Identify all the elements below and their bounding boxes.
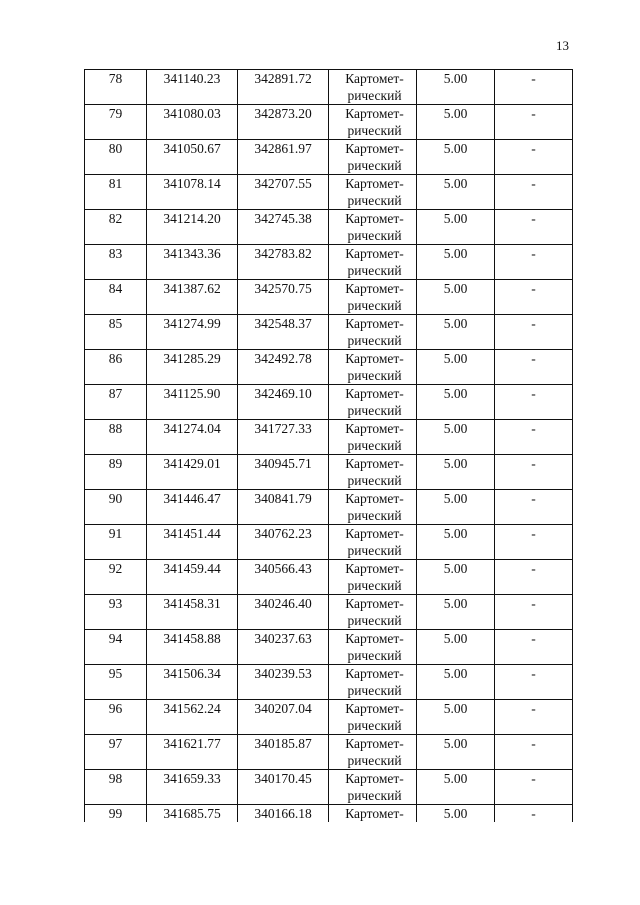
x-coordinate-cell: 341214.20 — [147, 210, 238, 245]
point-number-cell: 97 — [85, 735, 147, 770]
note-cell: - — [495, 525, 573, 560]
note-cell: - — [495, 420, 573, 455]
point-number-cell: 80 — [85, 140, 147, 175]
accuracy-cell: 5.00 — [417, 735, 495, 770]
table-row — [85, 70, 573, 105]
method-cell — [329, 735, 417, 770]
table-row — [85, 630, 573, 665]
accuracy-cell: 5.00 — [417, 385, 495, 420]
table-row — [85, 665, 573, 700]
note-cell: - — [495, 245, 573, 280]
table-row — [85, 210, 573, 245]
method-text: Картомет- рический — [345, 701, 404, 733]
page-number: 13 — [556, 38, 569, 53]
method-cell — [329, 805, 417, 823]
point-number-cell: 92 — [85, 560, 147, 595]
y-coordinate-cell: 340239.53 — [238, 665, 329, 700]
accuracy-cell: 5.00 — [417, 525, 495, 560]
point-number-cell: 88 — [85, 420, 147, 455]
coordinates-table-body — [85, 70, 573, 823]
method-text: Картомет- рический — [345, 491, 404, 523]
method-cell — [329, 140, 417, 175]
table-row — [85, 105, 573, 140]
note-cell: - — [495, 105, 573, 140]
method-text: Картомет- рический — [345, 106, 404, 138]
y-coordinate-cell: 340246.40 — [238, 595, 329, 630]
accuracy-cell: 5.00 — [417, 420, 495, 455]
accuracy-cell: 5.00 — [417, 210, 495, 245]
method-cell — [329, 385, 417, 420]
method-text: Картомет- рический — [345, 316, 404, 348]
x-coordinate-cell: 341078.14 — [147, 175, 238, 210]
method-cell — [329, 315, 417, 350]
method-text: Картомет- рический — [345, 596, 404, 628]
method-cell — [329, 665, 417, 700]
table-row — [85, 805, 573, 823]
method-text: Картомет- рический — [345, 631, 404, 663]
x-coordinate-cell: 341274.99 — [147, 315, 238, 350]
note-cell: - — [495, 70, 573, 105]
y-coordinate-cell: 342548.37 — [238, 315, 329, 350]
y-coordinate-cell: 342570.75 — [238, 280, 329, 315]
note-cell: - — [495, 350, 573, 385]
coordinates-table — [84, 69, 573, 822]
method-cell — [329, 560, 417, 595]
note-cell: - — [495, 805, 573, 823]
table-row — [85, 175, 573, 210]
y-coordinate-cell: 340237.63 — [238, 630, 329, 665]
table-row — [85, 315, 573, 350]
y-coordinate-cell: 342873.20 — [238, 105, 329, 140]
point-number-cell: 79 — [85, 105, 147, 140]
method-cell — [329, 350, 417, 385]
point-number-cell: 99 — [85, 805, 147, 823]
y-coordinate-cell: 340166.18 — [238, 805, 329, 823]
accuracy-cell: 5.00 — [417, 455, 495, 490]
method-cell — [329, 245, 417, 280]
y-coordinate-cell: 342469.10 — [238, 385, 329, 420]
method-cell — [329, 630, 417, 665]
note-cell: - — [495, 700, 573, 735]
table-row — [85, 560, 573, 595]
note-cell: - — [495, 735, 573, 770]
x-coordinate-cell: 341343.36 — [147, 245, 238, 280]
x-coordinate-cell: 341140.23 — [147, 70, 238, 105]
note-cell: - — [495, 560, 573, 595]
table-row — [85, 350, 573, 385]
x-coordinate-cell: 341446.47 — [147, 490, 238, 525]
point-number-cell: 83 — [85, 245, 147, 280]
table-row — [85, 595, 573, 630]
y-coordinate-cell: 340762.23 — [238, 525, 329, 560]
method-cell — [329, 175, 417, 210]
accuracy-cell: 5.00 — [417, 770, 495, 805]
note-cell: - — [495, 455, 573, 490]
y-coordinate-cell: 342707.55 — [238, 175, 329, 210]
method-text: Картомет- — [345, 806, 404, 821]
x-coordinate-cell: 341459.44 — [147, 560, 238, 595]
note-cell: - — [495, 490, 573, 525]
x-coordinate-cell: 341451.44 — [147, 525, 238, 560]
method-text: Картомет- рический — [345, 281, 404, 313]
point-number-cell: 87 — [85, 385, 147, 420]
y-coordinate-cell: 342783.82 — [238, 245, 329, 280]
note-cell: - — [495, 175, 573, 210]
method-text: Картомет- рический — [345, 351, 404, 383]
method-text: Картомет- рический — [345, 71, 404, 103]
table-row — [85, 490, 573, 525]
note-cell: - — [495, 385, 573, 420]
note-cell: - — [495, 280, 573, 315]
note-cell: - — [495, 665, 573, 700]
x-coordinate-cell: 341458.31 — [147, 595, 238, 630]
accuracy-cell: 5.00 — [417, 630, 495, 665]
table-row — [85, 735, 573, 770]
accuracy-cell: 5.00 — [417, 315, 495, 350]
y-coordinate-cell: 342891.72 — [238, 70, 329, 105]
method-text: Картомет- рический — [345, 456, 404, 488]
method-cell — [329, 70, 417, 105]
x-coordinate-cell: 341080.03 — [147, 105, 238, 140]
x-coordinate-cell: 341659.33 — [147, 770, 238, 805]
x-coordinate-cell: 341387.62 — [147, 280, 238, 315]
x-coordinate-cell: 341429.01 — [147, 455, 238, 490]
table-row — [85, 770, 573, 805]
accuracy-cell: 5.00 — [417, 665, 495, 700]
point-number-cell: 89 — [85, 455, 147, 490]
accuracy-cell: 5.00 — [417, 700, 495, 735]
y-coordinate-cell: 340841.79 — [238, 490, 329, 525]
table-row — [85, 455, 573, 490]
accuracy-cell: 5.00 — [417, 350, 495, 385]
method-cell — [329, 280, 417, 315]
y-coordinate-cell: 340566.43 — [238, 560, 329, 595]
method-text: Картомет- рический — [345, 141, 404, 173]
method-text: Картомет- рический — [345, 211, 404, 243]
accuracy-cell: 5.00 — [417, 140, 495, 175]
point-number-cell: 78 — [85, 70, 147, 105]
x-coordinate-cell: 341125.90 — [147, 385, 238, 420]
y-coordinate-cell: 340207.04 — [238, 700, 329, 735]
method-text: Картомет- рический — [345, 421, 404, 453]
point-number-cell: 94 — [85, 630, 147, 665]
x-coordinate-cell: 341685.75 — [147, 805, 238, 823]
table-row — [85, 245, 573, 280]
note-cell: - — [495, 315, 573, 350]
point-number-cell: 95 — [85, 665, 147, 700]
point-number-cell: 81 — [85, 175, 147, 210]
y-coordinate-cell: 340170.45 — [238, 770, 329, 805]
point-number-cell: 91 — [85, 525, 147, 560]
x-coordinate-cell: 341285.29 — [147, 350, 238, 385]
x-coordinate-cell: 341274.04 — [147, 420, 238, 455]
method-text: Картомет- рический — [345, 736, 404, 768]
note-cell: - — [495, 595, 573, 630]
method-cell — [329, 700, 417, 735]
accuracy-cell: 5.00 — [417, 560, 495, 595]
method-cell — [329, 210, 417, 245]
accuracy-cell: 5.00 — [417, 70, 495, 105]
method-text: Картомет- рический — [345, 246, 404, 278]
accuracy-cell: 5.00 — [417, 105, 495, 140]
method-text: Картомет- рический — [345, 526, 404, 558]
note-cell: - — [495, 210, 573, 245]
accuracy-cell: 5.00 — [417, 175, 495, 210]
method-text: Картомет- рический — [345, 771, 404, 803]
method-cell — [329, 490, 417, 525]
method-text: Картомет- рический — [345, 561, 404, 593]
point-number-cell: 90 — [85, 490, 147, 525]
point-number-cell: 84 — [85, 280, 147, 315]
accuracy-cell: 5.00 — [417, 805, 495, 823]
note-cell: - — [495, 140, 573, 175]
x-coordinate-cell: 341562.24 — [147, 700, 238, 735]
note-cell: - — [495, 630, 573, 665]
y-coordinate-cell: 341727.33 — [238, 420, 329, 455]
x-coordinate-cell: 341050.67 — [147, 140, 238, 175]
table-row — [85, 525, 573, 560]
y-coordinate-cell: 340945.71 — [238, 455, 329, 490]
y-coordinate-cell: 342492.78 — [238, 350, 329, 385]
y-coordinate-cell: 342861.97 — [238, 140, 329, 175]
y-coordinate-cell: 340185.87 — [238, 735, 329, 770]
note-cell: - — [495, 770, 573, 805]
table-row — [85, 420, 573, 455]
accuracy-cell: 5.00 — [417, 490, 495, 525]
y-coordinate-cell: 342745.38 — [238, 210, 329, 245]
point-number-cell: 86 — [85, 350, 147, 385]
point-number-cell: 98 — [85, 770, 147, 805]
point-number-cell: 82 — [85, 210, 147, 245]
table-row — [85, 700, 573, 735]
method-cell — [329, 420, 417, 455]
method-cell — [329, 105, 417, 140]
method-cell — [329, 595, 417, 630]
accuracy-cell: 5.00 — [417, 245, 495, 280]
method-text: Картомет- рический — [345, 666, 404, 698]
method-cell — [329, 525, 417, 560]
x-coordinate-cell: 341458.88 — [147, 630, 238, 665]
method-text: Картомет- рический — [345, 386, 404, 418]
table-row — [85, 140, 573, 175]
point-number-cell: 93 — [85, 595, 147, 630]
method-text: Картомет- рический — [345, 176, 404, 208]
point-number-cell: 85 — [85, 315, 147, 350]
accuracy-cell: 5.00 — [417, 595, 495, 630]
method-cell — [329, 770, 417, 805]
table-row — [85, 280, 573, 315]
accuracy-cell: 5.00 — [417, 280, 495, 315]
method-cell — [329, 455, 417, 490]
table-row — [85, 385, 573, 420]
x-coordinate-cell: 341506.34 — [147, 665, 238, 700]
x-coordinate-cell: 341621.77 — [147, 735, 238, 770]
point-number-cell: 96 — [85, 700, 147, 735]
